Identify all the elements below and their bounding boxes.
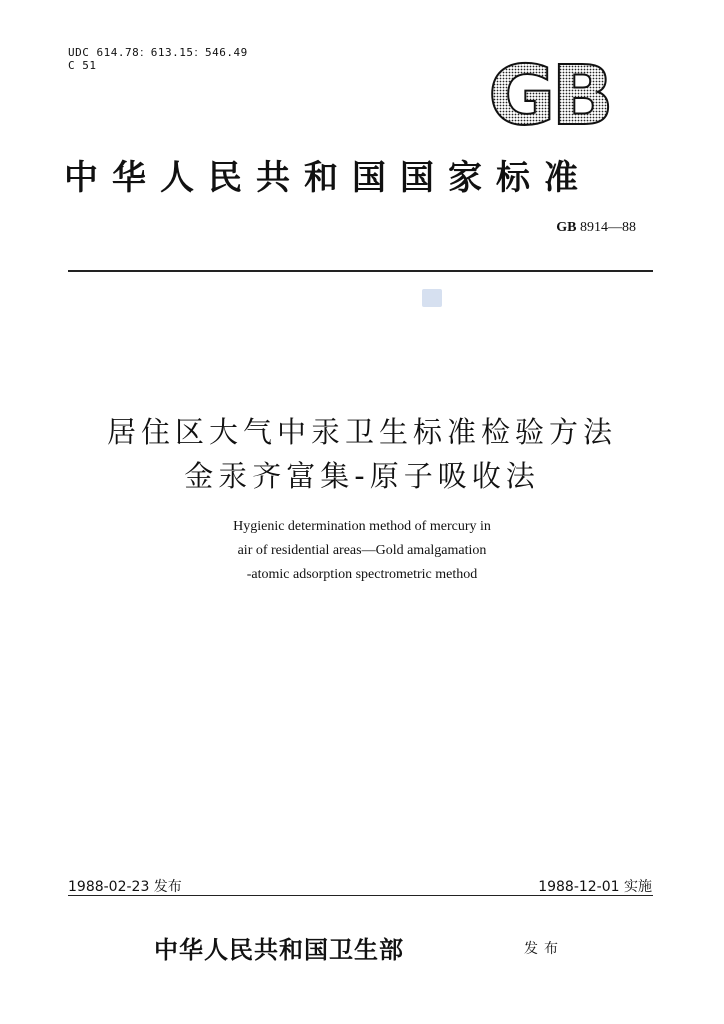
publish-label: 发布 [524, 941, 564, 957]
bottom-divider [68, 895, 653, 896]
watermark-stamp [422, 289, 442, 307]
ccs-code: C 51 [68, 59, 97, 72]
english-title [0, 515, 724, 587]
gb-logo-text: GB [488, 56, 610, 132]
issuing-authority: 中华人民共和国卫生部 [154, 935, 404, 964]
standard-number [556, 220, 636, 236]
issue-date: 1988-02-23 发布 [68, 879, 182, 895]
standard-prefix: GB [556, 220, 577, 235]
gb-logo-icon [478, 56, 620, 132]
implementation-date: 1988-12-01 实施 [538, 879, 652, 895]
standard-code: 8914—88 [580, 220, 636, 235]
udc-code: UDC 614.78：613.15：546.49 [68, 46, 248, 59]
classification-codes [68, 46, 248, 72]
english-title-line3: -atomic adsorption spectrometric method [246, 567, 478, 582]
top-divider [68, 270, 653, 272]
english-title-line1: Hygienic determination method of mercury in [233, 519, 491, 534]
chinese-title [0, 410, 724, 498]
chinese-title-line1: 居住区大气中汞卫生标准检验方法 [106, 415, 617, 449]
chinese-title-line2: 金汞齐富集-原子吸收法 [184, 459, 540, 493]
english-title-line2: air of residential areas—Gold amalgamation [237, 543, 487, 558]
national-standard-heading: 中华人民共和国国家标准 [64, 158, 592, 198]
